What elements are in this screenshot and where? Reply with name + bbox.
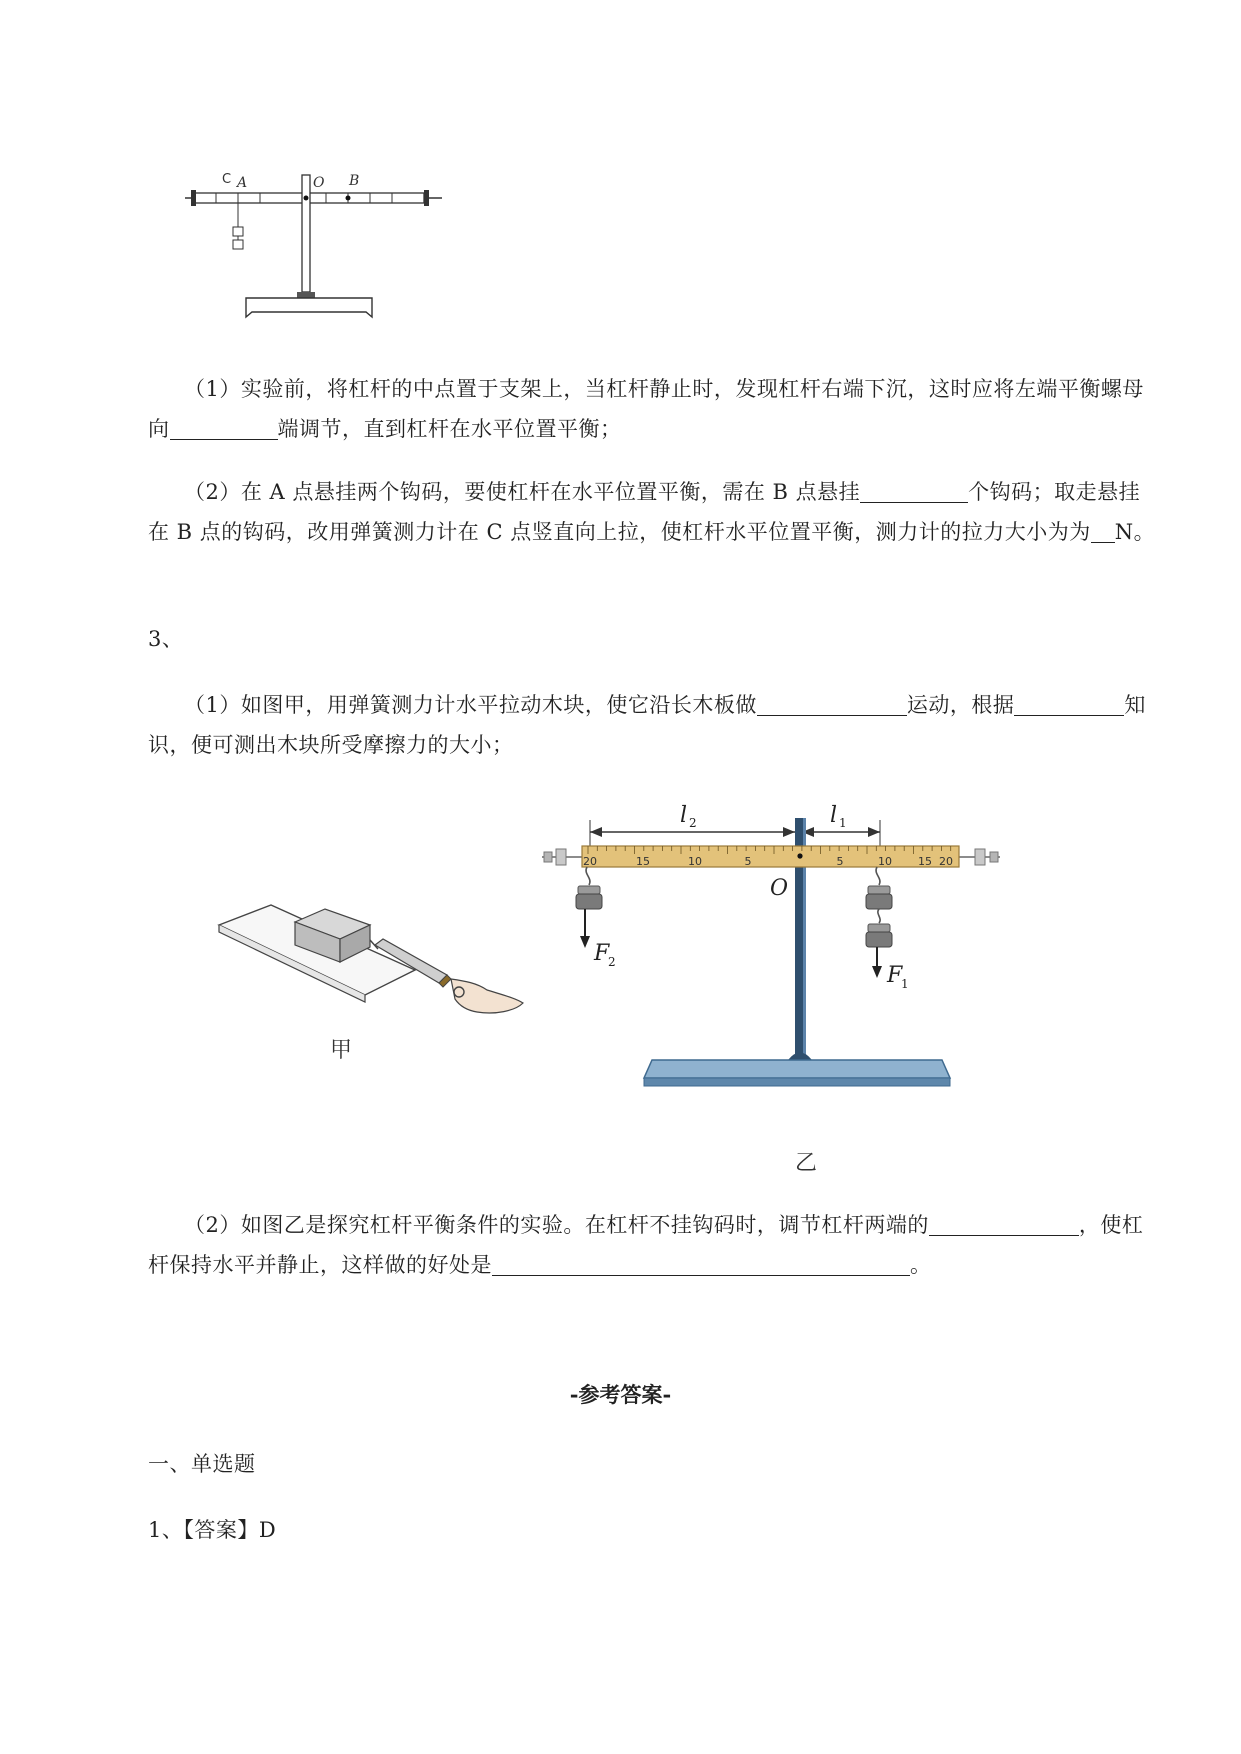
figure-jia-caption: 甲 [330, 1038, 353, 1063]
ruler-tick-right-10: 10 [878, 855, 892, 868]
ruler-tick-left-5: 5 [744, 855, 752, 868]
lever-stand-base [644, 1053, 950, 1087]
q3-part2-suffix: 。 [910, 1253, 932, 1277]
q2-blank-2[interactable] [860, 478, 968, 503]
q3-part1-middle: 运动，根据 [906, 693, 1015, 717]
ruler-tick-right-5: 5 [836, 855, 844, 868]
q3-blank-2[interactable] [1014, 691, 1124, 716]
q3-part2 [148, 1205, 1156, 1285]
right-weights [866, 867, 892, 947]
answers-section-title: 一、单选题 [148, 1452, 256, 1476]
ruler-tick-right-15: 15 [918, 855, 932, 868]
ruler-tick-left-10: 10 [688, 855, 702, 868]
q2-part2-suffix: N。 [1114, 520, 1156, 544]
q2-blank-3[interactable] [1091, 518, 1115, 543]
label-f1: F [887, 963, 903, 988]
label-a: A [237, 175, 248, 191]
label-f2: F [594, 941, 610, 966]
label-o: O [313, 175, 325, 191]
q2-part2-middle: 个钩码；取走悬挂在 B 点的钩码，改用弹簧测力计在 C 点竖直向上拉，使杠杆水平位置平衡，测力计的拉力大小为为 [148, 480, 1141, 544]
q3-blank-1[interactable] [757, 691, 907, 716]
q2-part1-prefix: （1）实验前，将杠杆的中点置于支架上，当杠杆静止时，发现杠杆右端下沉，这时应将左端平衡螺母向 [148, 377, 1144, 441]
label-l1: l [830, 803, 838, 828]
ruler-tick-right-20: 20 [939, 855, 953, 868]
q2-part1 [148, 369, 1156, 449]
q2-part2-prefix: （2）在 A 点悬挂两个钩码，要使杠杆在水平位置平衡，需在 B 点悬挂 [184, 480, 861, 504]
ruler-tick-left-15: 15 [636, 855, 650, 868]
label-f1-sub: 1 [901, 977, 909, 991]
label-b: B [349, 173, 360, 189]
q3-part1-suffix: 知识，便可测出木块所受摩擦力的大小； [148, 693, 1146, 757]
ruler-tick-left-20: 20 [583, 855, 597, 868]
figure-yi-caption: 乙 [795, 1151, 818, 1176]
label-l2: l [680, 803, 688, 828]
q3-number: 3、 [148, 627, 184, 651]
q3-blank-4[interactable] [492, 1251, 910, 1276]
q2-part2 [148, 472, 1156, 552]
q3-part1 [148, 685, 1156, 765]
q3-blank-3[interactable] [929, 1211, 1079, 1236]
label-f2-sub: 2 [608, 955, 616, 969]
q2-part1-suffix: 端调节，直到杠杆在水平位置平衡； [277, 417, 622, 441]
label-l1-sub: 1 [839, 816, 847, 830]
left-weight [576, 867, 602, 909]
figure-yi [540, 790, 1080, 1120]
label-o-pivot: O [770, 876, 789, 901]
q3-part1-prefix: （1）如图甲，用弹簧测力计水平拉动木块，使它沿长木板做 [184, 693, 757, 717]
q2-blank-1[interactable] [170, 415, 278, 440]
answers-heading: -参考答案- [569, 1382, 672, 1407]
figure-jia [215, 895, 535, 1025]
lever-figure-top [180, 165, 450, 325]
answer-item-1: 1、【答案】D [148, 1518, 277, 1542]
label-c: C [222, 172, 232, 187]
label-l2-sub: 2 [689, 816, 697, 830]
q3-part2-prefix: （2）如图乙是探究杠杆平衡条件的实验。在杠杆不挂钩码时，调节杠杆两端的 [184, 1213, 929, 1237]
q3-part2-middle: ，使杠杆保持水平并静止，这样做的好处是 [148, 1213, 1144, 1277]
